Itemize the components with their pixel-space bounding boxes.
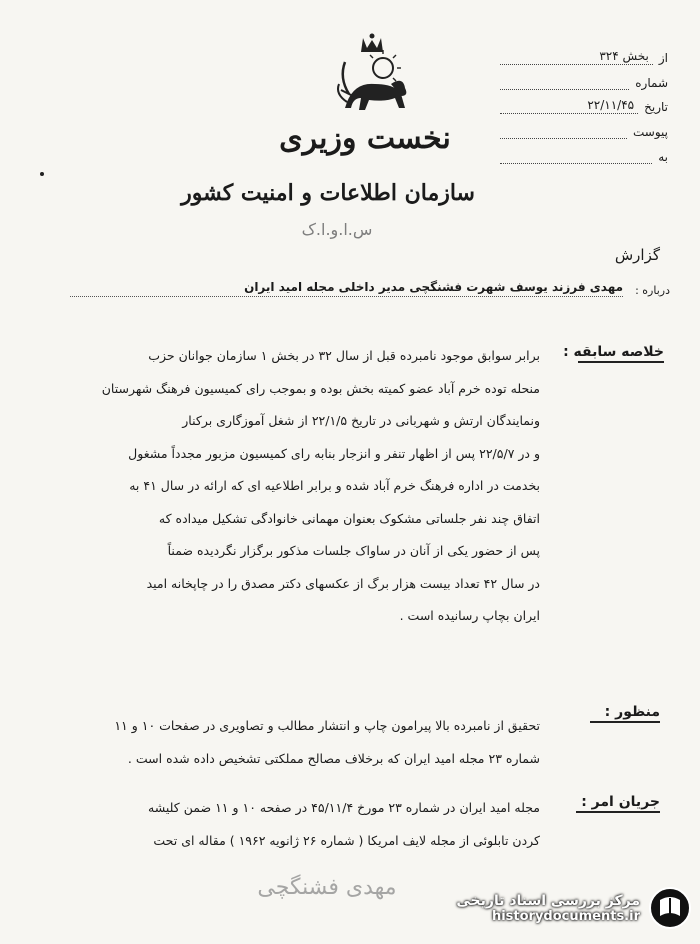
- field-value: ۲۲/۱۱/۴۵: [500, 98, 638, 114]
- text-line: در سال ۴۲ تعداد بیست هزار برگ از عکسهای دکتر مصدق را در چاپخانه امید: [146, 575, 540, 591]
- watermark-name: مرکز بررسی اسناد تاریخی: [456, 892, 640, 909]
- text-line: برابر سوابق موجود نامبرده قبل از سال ۳۲ در بخش ۱ سازمان جوانان حزب: [148, 348, 540, 363]
- watermark-url: historydocuments.ir: [491, 908, 640, 924]
- text-line: تحقیق از نامبرده بالا پیرامون چاپ و انتشار مطالب و تصاویری در صفحات ۱۰ و ۱۱: [114, 718, 540, 733]
- section-heading-background: خلاصه سابقه :: [578, 344, 664, 363]
- subject-label: درباره :: [635, 284, 670, 297]
- section-body-background: [30, 340, 540, 633]
- text-line: مجله امید ایران در شماره ۲۳ مورخ ۴۵/۱۱/۴ در صفحه ۱۰ و ۱۱ ضمن کلیشه: [148, 800, 540, 815]
- header-field-to: [500, 139, 668, 164]
- archive-watermark: [420, 880, 692, 936]
- signature: مهدی فشنگچی: [257, 875, 397, 900]
- field-value: [500, 137, 627, 139]
- section-body-purpose: [30, 710, 540, 775]
- report-title: گزارش: [614, 246, 660, 264]
- field-value: [500, 88, 629, 90]
- header-fields: [500, 40, 668, 164]
- text-line: بخدمت در اداره فرهنگ خرم آباد شده و برابر اطلاعیه ای که ارائه در سال ۴۱ به: [129, 478, 540, 493]
- section-heading-purpose: منظور :: [590, 704, 660, 723]
- text-line: و در ۲۲/۵/۷ پس از اظهار تنفر و انزجار بنابه رای کمیسیون مزبور مجدداً مشغول: [128, 445, 540, 461]
- lion-and-sun-emblem-icon: [325, 32, 420, 122]
- field-label: تاریخ: [644, 100, 668, 115]
- field-label: شماره: [635, 75, 668, 90]
- text-line: منحله توده خرم آباد عضو کمیته بخش بوده و بموجب رای کمیسیون فرهنگ شهرستان: [101, 380, 540, 396]
- header-field-number: [500, 65, 668, 90]
- watermark-text: [456, 893, 640, 924]
- text-line: پس از حضور یکی از آنان در ساواک جلسات مذکور برگزار نگردیده ضمناً: [167, 543, 540, 558]
- text-line: اتفاق چند نفر جلساتی مشکوک بعنوان مهمانی خانوادگی تشکیل میداده که: [158, 510, 540, 526]
- archive-logo-icon: [648, 886, 692, 930]
- punch-dot: [40, 172, 44, 176]
- field-label: از: [658, 50, 668, 65]
- section-heading-events: جریان امر :: [576, 794, 660, 813]
- subject-text: مهدی فرزند یوسف شهرت فشنگچی مدیر داخلی مجله امید ایران: [70, 280, 623, 297]
- text-line: ایران بچاپ رسانیده است .: [399, 608, 540, 623]
- text-line: ونمایندگان ارتش و شهربانی در تاریخ ۲۲/۱/۵ از شغل آموزگاری برکنار: [182, 413, 540, 428]
- header-field-from: [500, 40, 668, 65]
- field-value: بخش ۳۲۴: [500, 49, 653, 65]
- header-field-attachment: [500, 114, 668, 139]
- field-label: به: [658, 149, 668, 164]
- text-line: کردن تابلوئی از مجله لایف امریکا ( شماره ۲۶ ژانویه ۱۹۶۲ ) مقاله ای تحت: [153, 832, 540, 848]
- field-label: پیوست: [633, 125, 668, 140]
- organization-code-stamp: س.ا.و.ا.ک: [301, 220, 373, 239]
- header-field-date: [500, 90, 668, 115]
- text-line: شماره ۲۳ مجله امید ایران که برخلاف مصالح مملکتی تشخیص داده شده است .: [127, 750, 540, 766]
- subject-row: [70, 280, 670, 297]
- organization-title: نخست وزیری: [279, 121, 451, 156]
- field-value: [500, 162, 652, 164]
- section-body-events: [30, 792, 540, 857]
- organization-subtitle: سازمان اطلاعات و امنیت کشور: [181, 180, 475, 206]
